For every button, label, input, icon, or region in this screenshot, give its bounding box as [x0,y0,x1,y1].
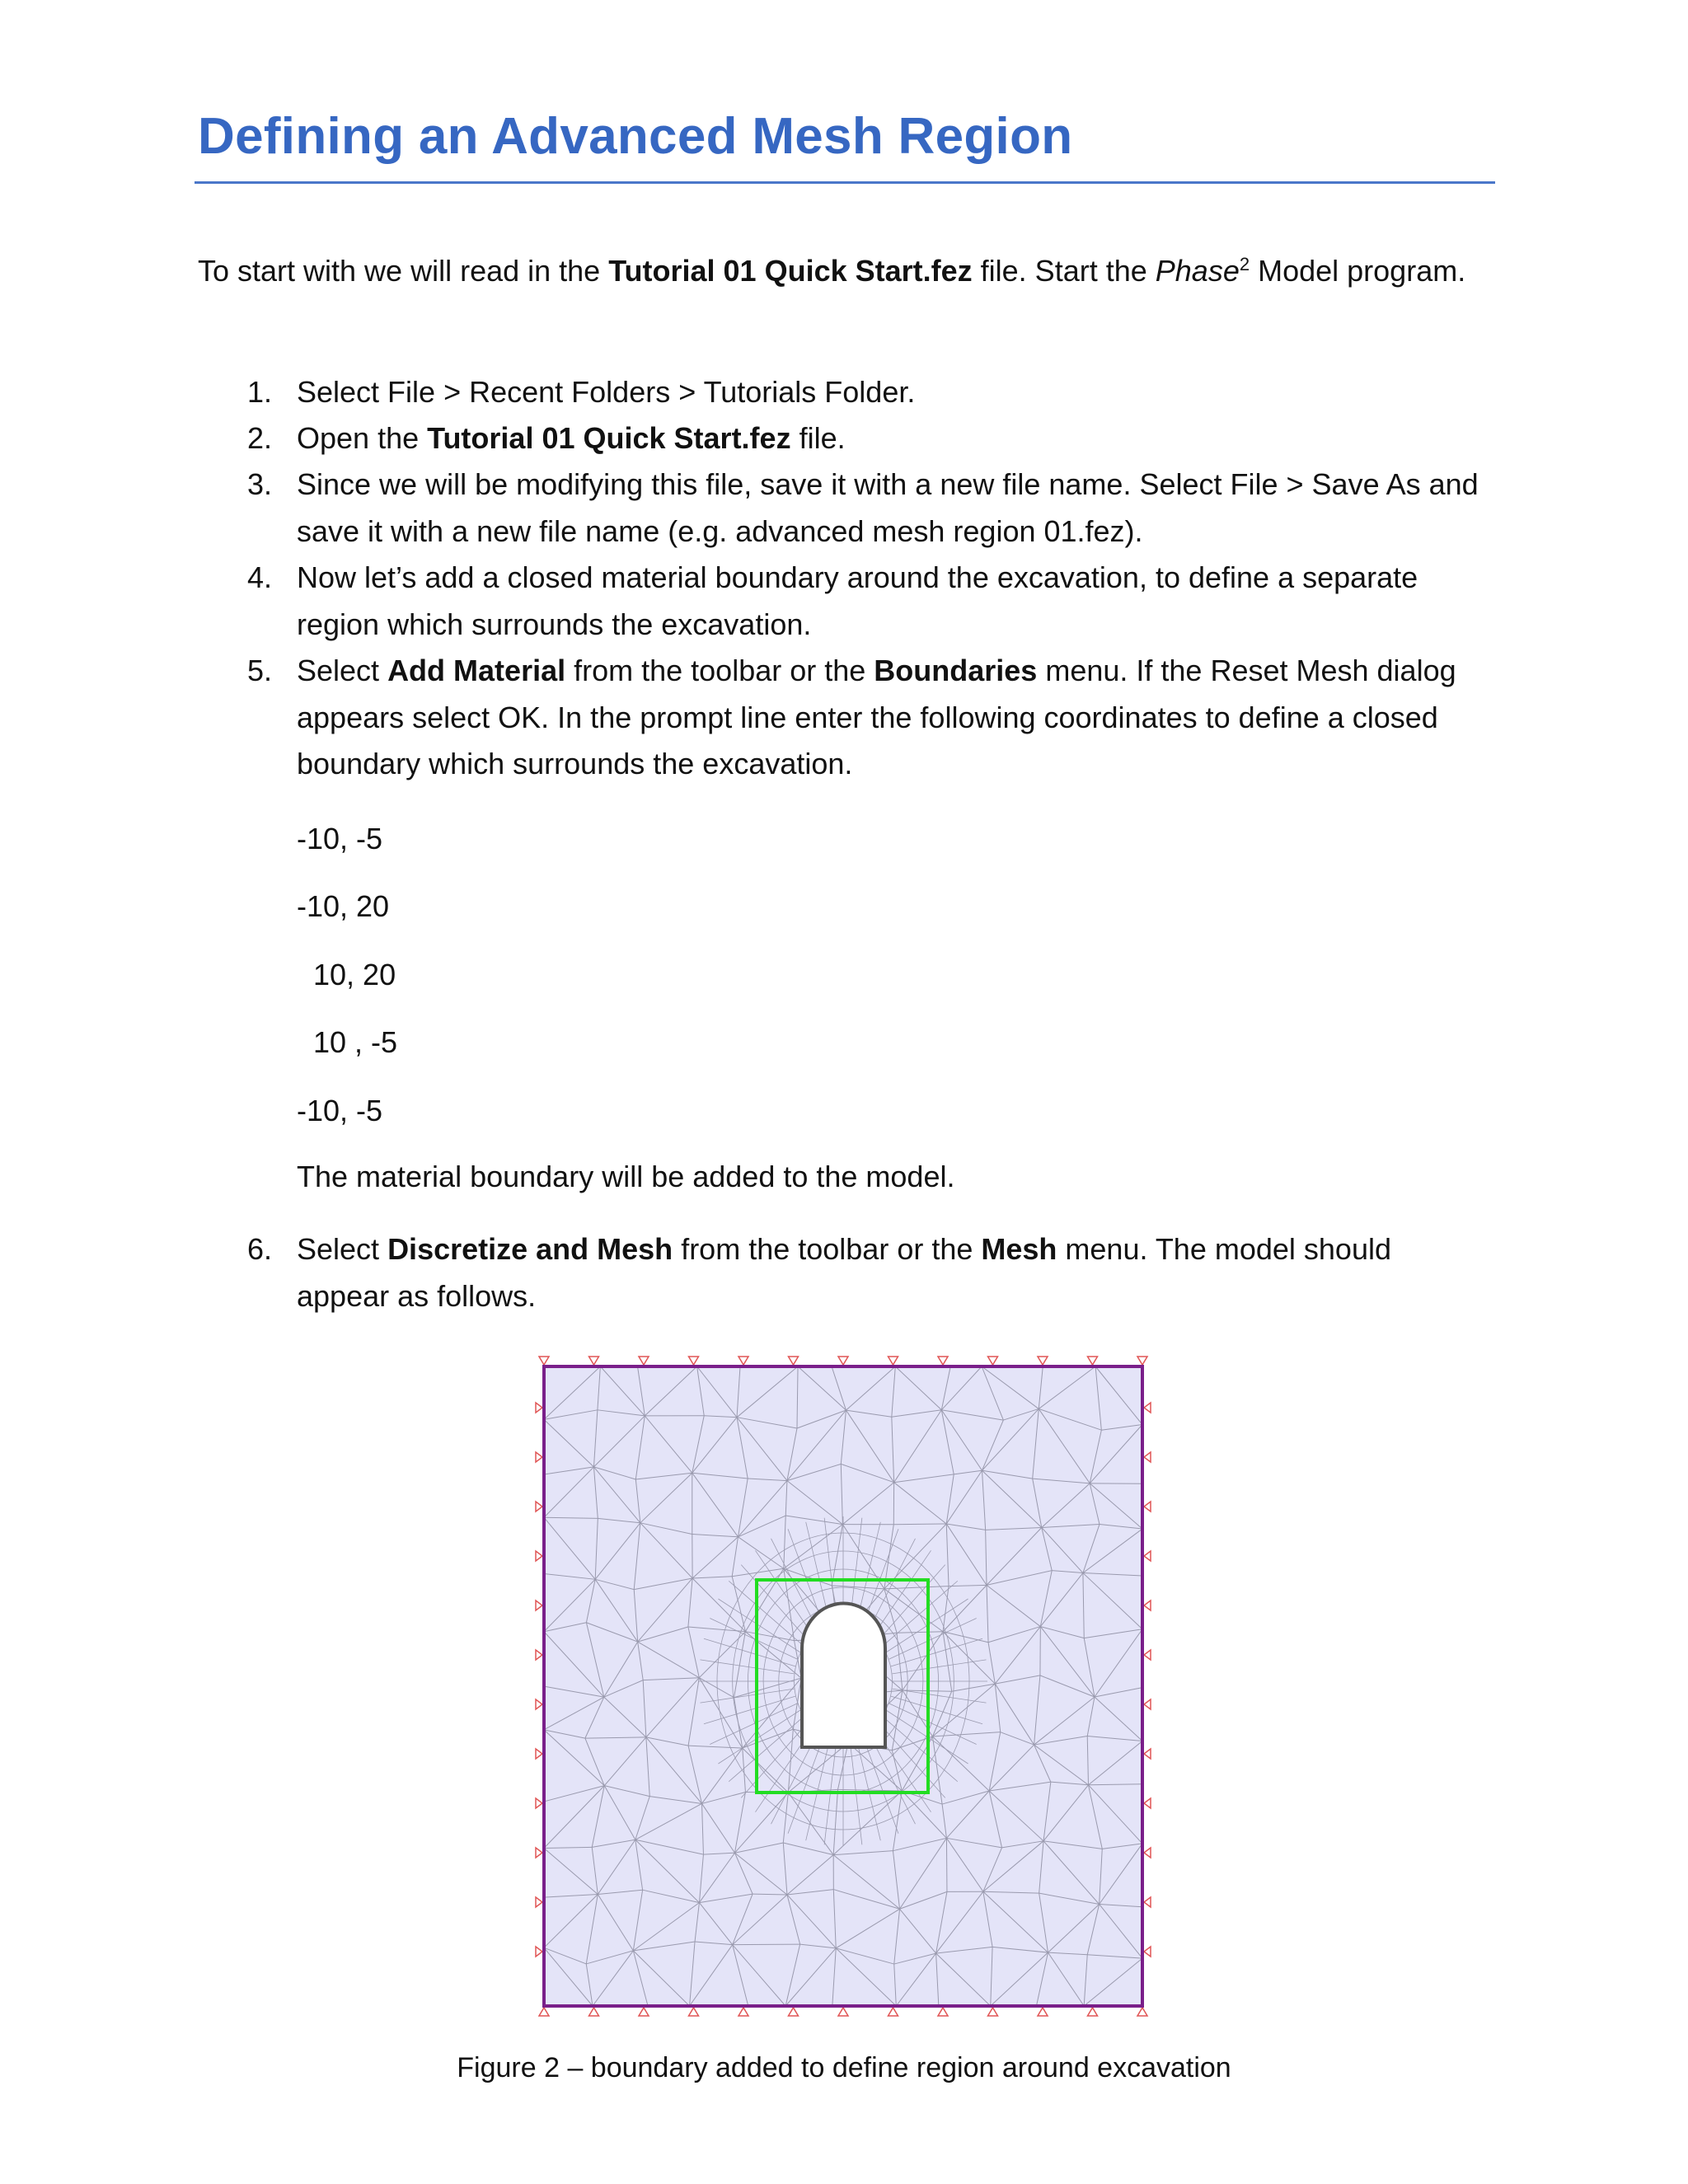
step-text-part: from the toolbar or the [565,654,874,687]
figure-caption: Figure 2 – boundary added to define region around excavation [457,2052,1231,2083]
step-number: 5. [247,654,273,687]
title-underline [195,181,1495,184]
step-text [297,1226,1484,1319]
step-number: 2. [247,421,273,455]
intro-text: Model program. [1250,254,1466,288]
intro-filename: Tutorial 01 Quick Start.fez [608,254,973,288]
step-text: Since we will be modifying this file, save it with a new file name. Select File > Save As and save it with a new file name (e.g. advanced mesh region 01.fez). [297,467,1479,548]
step-text-part: menu. The model should appear as follows. [297,1232,1391,1313]
intro-app-name: Phase [1155,254,1240,288]
step-text-part: from the toolbar or the [673,1232,982,1266]
coordinates-note: The material boundary will be added to the model. [297,1160,955,1193]
page-title: Defining an Advanced Mesh Region [198,108,1073,165]
step-number: 1. [247,375,273,409]
step-number: 4. [247,560,273,594]
intro-text: file. Start the [972,254,1156,288]
step-text [297,415,1484,462]
step-bold: Tutorial 01 Quick Start.fez [427,421,791,455]
step-bold: Add Material [387,654,566,687]
coordinate-line: 10, 20 [297,958,396,991]
step-text-part: Select [297,654,388,687]
intro-paragraph [198,247,1484,294]
intro-superscript: 2 [1239,254,1250,274]
step-text-part: menu. If the Reset Mesh dialog appears select OK. In the prompt line enter the following coordinates to define a closed boundary which surrounds the excavation. [297,654,1456,780]
coordinate-line: -10, -5 [297,1094,383,1127]
coordinate-line: -10, 20 [297,889,390,923]
step-number: 3. [247,467,273,501]
step-bold: Boundaries [874,654,1038,687]
coordinate-line: 10 , -5 [297,1025,398,1059]
step-bold: Mesh [981,1232,1057,1266]
step-text-part: Select [297,1232,388,1266]
step-number: 6. [247,1232,273,1266]
step-text [297,648,1484,788]
step-text-part: Open the [297,421,428,455]
step-bold: Discretize and Mesh [387,1232,673,1266]
step-text: Now let’s add a closed material boundary around the excavation, to define a separate region which surrounds the excavation. [297,560,1418,641]
step-text: Select File > Recent Folders > Tutorials Folder. [297,375,916,409]
step-text-part: file. [790,421,846,455]
excavation [802,1603,885,1747]
coordinate-line: -10, -5 [297,822,383,855]
intro-text: To start with we will read in the [198,254,609,288]
mesh-model-figure [528,1352,1170,2019]
